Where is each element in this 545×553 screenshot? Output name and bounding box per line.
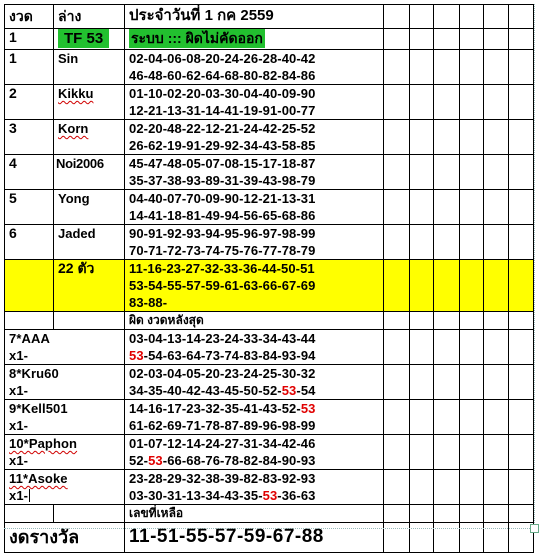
numbers-line: 53-54-55-57-59-61-63-66-67-69 [129, 278, 316, 293]
empty-cell[interactable] [509, 5, 534, 29]
wrong-entry-note: x1- [9, 418, 29, 433]
table-row [5, 435, 534, 470]
table-row [5, 365, 534, 400]
empty-cell[interactable] [410, 400, 434, 435]
empty-cell[interactable] [509, 85, 534, 120]
empty-cell[interactable] [434, 260, 460, 312]
empty-cell[interactable] [54, 505, 125, 523]
wrong-entry-name-text: 10*Paphon [9, 436, 78, 451]
numbers-segment: -66-68-76-78-82-84-90-93 [162, 453, 316, 468]
summary-label[interactable]: 22 ตัว [54, 260, 125, 312]
numbers-line: 83-88- [129, 295, 168, 310]
numbers-line [129, 487, 379, 504]
empty-cell[interactable] [384, 190, 410, 225]
empty-cell[interactable] [410, 155, 434, 190]
empty-cell[interactable] [434, 155, 460, 190]
wrong-entry-note [9, 487, 120, 504]
entry-name-cell[interactable] [54, 120, 125, 155]
empty-cell[interactable] [434, 365, 460, 400]
empty-cell[interactable] [509, 190, 534, 225]
numbers-line: 02-20-48-22-12-21-24-42-25-52 [129, 121, 316, 136]
empty-cell[interactable] [434, 505, 460, 523]
table-row [5, 155, 534, 190]
empty-cell[interactable] [460, 225, 484, 260]
wrong-entry-numbers[interactable] [125, 365, 384, 400]
empty-cell[interactable] [384, 50, 410, 85]
prize-label[interactable]: งดรางวัล [5, 523, 125, 553]
wrong-entry-numbers[interactable] [125, 470, 384, 505]
empty-cell[interactable] [410, 505, 434, 523]
empty-cell[interactable] [460, 155, 484, 190]
empty-cell[interactable] [484, 400, 509, 435]
empty-cell[interactable] [384, 29, 410, 50]
empty-cell[interactable] [460, 435, 484, 470]
empty-cell[interactable] [509, 365, 534, 400]
entry-numbers[interactable] [125, 85, 384, 120]
empty-cell[interactable] [410, 435, 434, 470]
hit-number: 53 [148, 453, 163, 468]
empty-cell[interactable] [434, 120, 460, 155]
empty-cell[interactable] [384, 155, 410, 190]
wrong-entry-name-cell[interactable] [5, 365, 125, 400]
empty-cell[interactable] [5, 260, 54, 312]
empty-cell[interactable] [384, 505, 410, 523]
empty-cell[interactable] [384, 260, 410, 312]
system-name-cell[interactable] [54, 29, 125, 50]
wrong-entry-name-cell[interactable] [5, 470, 125, 505]
empty-cell[interactable] [384, 400, 410, 435]
empty-cell[interactable] [509, 225, 534, 260]
numbers-segment: 52- [129, 453, 149, 468]
wrong-entry-note: x1- [9, 453, 29, 468]
empty-cell[interactable] [410, 470, 434, 505]
empty-cell[interactable] [384, 5, 410, 29]
numbers-segment: 03-30-31-13-34-43-35- [129, 488, 263, 503]
table-row [5, 190, 534, 225]
empty-cell[interactable] [484, 85, 509, 120]
entry-num[interactable]: 3 [5, 120, 54, 155]
prize-numbers[interactable]: 11-51-55-57-59-67-88 [125, 523, 384, 553]
empty-cell[interactable] [509, 400, 534, 435]
empty-cell[interactable] [410, 312, 434, 330]
empty-cell[interactable] [434, 435, 460, 470]
empty-cell[interactable] [484, 470, 509, 505]
numbers-line [129, 347, 379, 364]
empty-cell[interactable] [434, 400, 460, 435]
empty-cell[interactable] [484, 5, 509, 29]
empty-cell[interactable] [384, 523, 410, 553]
empty-cell[interactable] [509, 505, 534, 523]
empty-cell[interactable] [384, 435, 410, 470]
empty-cell[interactable] [410, 365, 434, 400]
entry-num[interactable]: 5 [5, 190, 54, 225]
empty-cell[interactable] [484, 365, 509, 400]
numbers-line: 02-04-06-08-20-24-26-28-40-42 [129, 51, 316, 66]
table-row [5, 470, 534, 505]
empty-cell[interactable] [384, 312, 410, 330]
empty-cell[interactable] [460, 260, 484, 312]
system-row [5, 29, 534, 50]
empty-cell[interactable] [460, 120, 484, 155]
empty-cell[interactable] [384, 470, 410, 505]
entry-name[interactable]: Sin [54, 50, 125, 85]
numbers-segment: -36-63 [277, 488, 316, 503]
entry-name: Korn [58, 121, 89, 136]
resize-handle[interactable] [530, 524, 539, 533]
empty-cell[interactable] [5, 312, 54, 330]
empty-cell[interactable] [434, 312, 460, 330]
empty-cell[interactable] [460, 470, 484, 505]
empty-cell[interactable] [434, 190, 460, 225]
wrong-entry-name-cell[interactable] [5, 435, 125, 470]
empty-cell[interactable] [484, 225, 509, 260]
remaining-row [5, 505, 534, 523]
empty-cell[interactable] [460, 50, 484, 85]
prize-row [5, 523, 534, 553]
empty-cell[interactable] [460, 330, 484, 365]
numbers-segment: 14-16-17-23-32-35-41-43-52- [129, 401, 301, 416]
empty-cell[interactable] [460, 85, 484, 120]
empty-cell[interactable] [410, 225, 434, 260]
empty-cell[interactable] [434, 330, 460, 365]
header-row [5, 5, 534, 29]
empty-cell[interactable] [434, 470, 460, 505]
entry-num[interactable]: 4 [5, 155, 54, 190]
entry-numbers[interactable] [125, 120, 384, 155]
wrong-entry-name: 7*AAA [9, 331, 50, 346]
empty-cell[interactable] [509, 435, 534, 470]
system-text: ระบบ ::: ผิดไม่คัดออก [131, 30, 263, 46]
system-num[interactable]: 1 [5, 29, 54, 50]
wrong-entry-name: 8*Kru60 [9, 366, 59, 381]
empty-cell[interactable] [410, 523, 434, 553]
hit-number: 53 [300, 401, 316, 416]
numbers-line: 01-10-02-20-03-30-04-40-09-90 [129, 86, 316, 101]
wrong-entry-numbers[interactable] [125, 435, 384, 470]
entry-numbers[interactable] [125, 225, 384, 260]
text-cursor [29, 489, 30, 502]
entry-name-cell[interactable] [54, 85, 125, 120]
numbers-line: 04-40-07-70-09-90-12-21-13-31 [129, 191, 316, 206]
empty-cell[interactable] [434, 225, 460, 260]
wrong-header-row [5, 312, 534, 330]
numbers-segment: 34-35-40-42-43-45-50-52- [129, 383, 282, 398]
empty-cell[interactable] [484, 120, 509, 155]
header-date[interactable]: ประจำวันที่ 1 กค 2559 [125, 5, 384, 29]
empty-cell[interactable] [509, 260, 534, 312]
numbers-line: 35-37-38-93-89-31-39-43-98-79 [129, 173, 316, 188]
table-row [5, 50, 534, 85]
empty-cell[interactable] [410, 85, 434, 120]
wrong-header[interactable]: ผิด งวดหลังสุด [125, 312, 384, 330]
empty-cell[interactable] [460, 190, 484, 225]
empty-cell[interactable] [509, 29, 534, 50]
empty-cell[interactable] [434, 523, 460, 553]
numbers-line: 01-07-12-14-24-27-31-34-42-46 [129, 436, 316, 451]
summary-numbers[interactable] [125, 260, 384, 312]
system-name: TF 53 [58, 29, 109, 48]
remaining-label[interactable]: เลขที่เหลือ [125, 505, 384, 523]
numbers-line [129, 400, 379, 417]
wrong-entry-name-text: 11*Asoke [9, 471, 68, 486]
lottery-table [4, 4, 534, 553]
entry-name: Kikku [58, 86, 94, 101]
entry-numbers[interactable] [125, 190, 384, 225]
table-row [5, 225, 534, 260]
entry-numbers[interactable] [125, 50, 384, 85]
header-round[interactable]: งวด [5, 5, 54, 29]
entry-name[interactable]: Jaded [54, 225, 125, 260]
numbers-line: 70-71-72-73-74-75-76-77-78-79 [129, 243, 316, 258]
empty-cell[interactable] [484, 312, 509, 330]
numbers-line [129, 382, 379, 399]
numbers-line: 11-16-23-27-32-33-36-44-50-51 [129, 261, 315, 276]
numbers-line: 61-62-69-71-78-87-89-96-98-99 [129, 418, 316, 433]
numbers-line: 45-47-48-05-07-08-15-17-18-87 [129, 156, 316, 171]
table-row [5, 400, 534, 435]
hit-number: 53 [281, 383, 297, 398]
numbers-line: 23-28-29-32-38-39-82-83-92-93 [129, 471, 316, 486]
empty-cell[interactable] [484, 260, 509, 312]
empty-cell[interactable] [509, 120, 534, 155]
empty-cell[interactable] [54, 312, 125, 330]
empty-cell[interactable] [434, 5, 460, 29]
empty-cell[interactable] [484, 190, 509, 225]
empty-cell[interactable] [460, 312, 484, 330]
empty-cell[interactable] [410, 50, 434, 85]
numbers-segment: -54 [296, 383, 316, 398]
wrong-entry-name: 9*Kell501 [9, 401, 68, 416]
hit-number: 53 [129, 348, 144, 363]
empty-cell[interactable] [460, 5, 484, 29]
empty-cell[interactable] [484, 155, 509, 190]
empty-cell[interactable] [460, 400, 484, 435]
empty-cell[interactable] [384, 365, 410, 400]
wrong-entry-name [9, 470, 120, 487]
numbers-segment: -54-63-64-73-74-83-84-93-94 [143, 348, 316, 363]
empty-cell[interactable] [410, 190, 434, 225]
empty-cell[interactable] [384, 120, 410, 155]
empty-cell[interactable] [384, 330, 410, 365]
empty-cell[interactable] [460, 365, 484, 400]
empty-cell[interactable] [5, 505, 54, 523]
numbers-line: 03-04-13-14-23-24-33-34-43-44 [129, 331, 316, 346]
entry-name[interactable]: Noi2006 [54, 155, 125, 190]
table-row [5, 85, 534, 120]
empty-cell[interactable] [509, 155, 534, 190]
wrong-entry-note: x1- [9, 383, 29, 398]
empty-cell[interactable] [434, 85, 460, 120]
empty-cell[interactable] [484, 435, 509, 470]
wrong-entry-name-cell[interactable] [5, 400, 125, 435]
entry-numbers[interactable] [125, 155, 384, 190]
wrong-entry-numbers[interactable] [125, 400, 384, 435]
empty-cell[interactable] [484, 29, 509, 50]
numbers-line: 12-21-13-31-14-41-19-91-00-77 [129, 103, 316, 118]
empty-cell[interactable] [384, 225, 410, 260]
entry-name[interactable]: Yong [54, 190, 125, 225]
numbers-line [129, 452, 379, 469]
empty-cell[interactable] [384, 85, 410, 120]
empty-cell[interactable] [484, 523, 509, 553]
entry-num[interactable]: 2 [5, 85, 54, 120]
page-edge-bottom [4, 528, 534, 529]
numbers-line: 02-03-04-05-20-23-24-25-30-32 [129, 366, 316, 381]
empty-cell[interactable] [509, 312, 534, 330]
header-lower[interactable]: ล่าง [54, 5, 125, 29]
empty-cell[interactable] [434, 50, 460, 85]
empty-cell[interactable] [509, 50, 534, 85]
wrong-entry-note: x1- [9, 348, 29, 363]
wrong-entry-note-text: x1- [9, 488, 29, 503]
wrong-entry-name [9, 435, 120, 452]
empty-cell[interactable] [509, 470, 534, 505]
empty-cell[interactable] [484, 505, 509, 523]
empty-cell[interactable] [410, 29, 434, 50]
empty-cell[interactable] [484, 330, 509, 365]
empty-cell[interactable] [410, 120, 434, 155]
empty-cell[interactable] [460, 523, 484, 553]
empty-cell[interactable] [509, 330, 534, 365]
summary-row [5, 260, 534, 312]
table-row [5, 120, 534, 155]
hit-number: 53 [262, 488, 278, 503]
empty-cell[interactable] [410, 330, 434, 365]
numbers-line: 90-91-92-93-94-95-96-97-98-99 [129, 226, 316, 241]
empty-cell[interactable] [484, 50, 509, 85]
numbers-line: 14-41-18-81-49-94-56-65-68-86 [129, 208, 316, 223]
empty-cell[interactable] [460, 29, 484, 50]
empty-cell[interactable] [460, 505, 484, 523]
empty-cell[interactable] [410, 5, 434, 29]
wrong-entry-numbers[interactable] [125, 330, 384, 365]
empty-cell[interactable] [410, 260, 434, 312]
numbers-line: 26-62-19-91-29-92-34-43-58-85 [129, 138, 316, 153]
empty-cell[interactable] [434, 29, 460, 50]
entry-num[interactable]: 1 [5, 50, 54, 85]
numbers-line: 46-48-60-62-64-68-80-82-84-86 [129, 68, 316, 83]
page-edge-right [534, 4, 535, 527]
table-row [5, 330, 534, 365]
system-text-cell[interactable] [125, 29, 384, 50]
wrong-entry-name-cell[interactable] [5, 330, 125, 365]
entry-num[interactable]: 6 [5, 225, 54, 260]
